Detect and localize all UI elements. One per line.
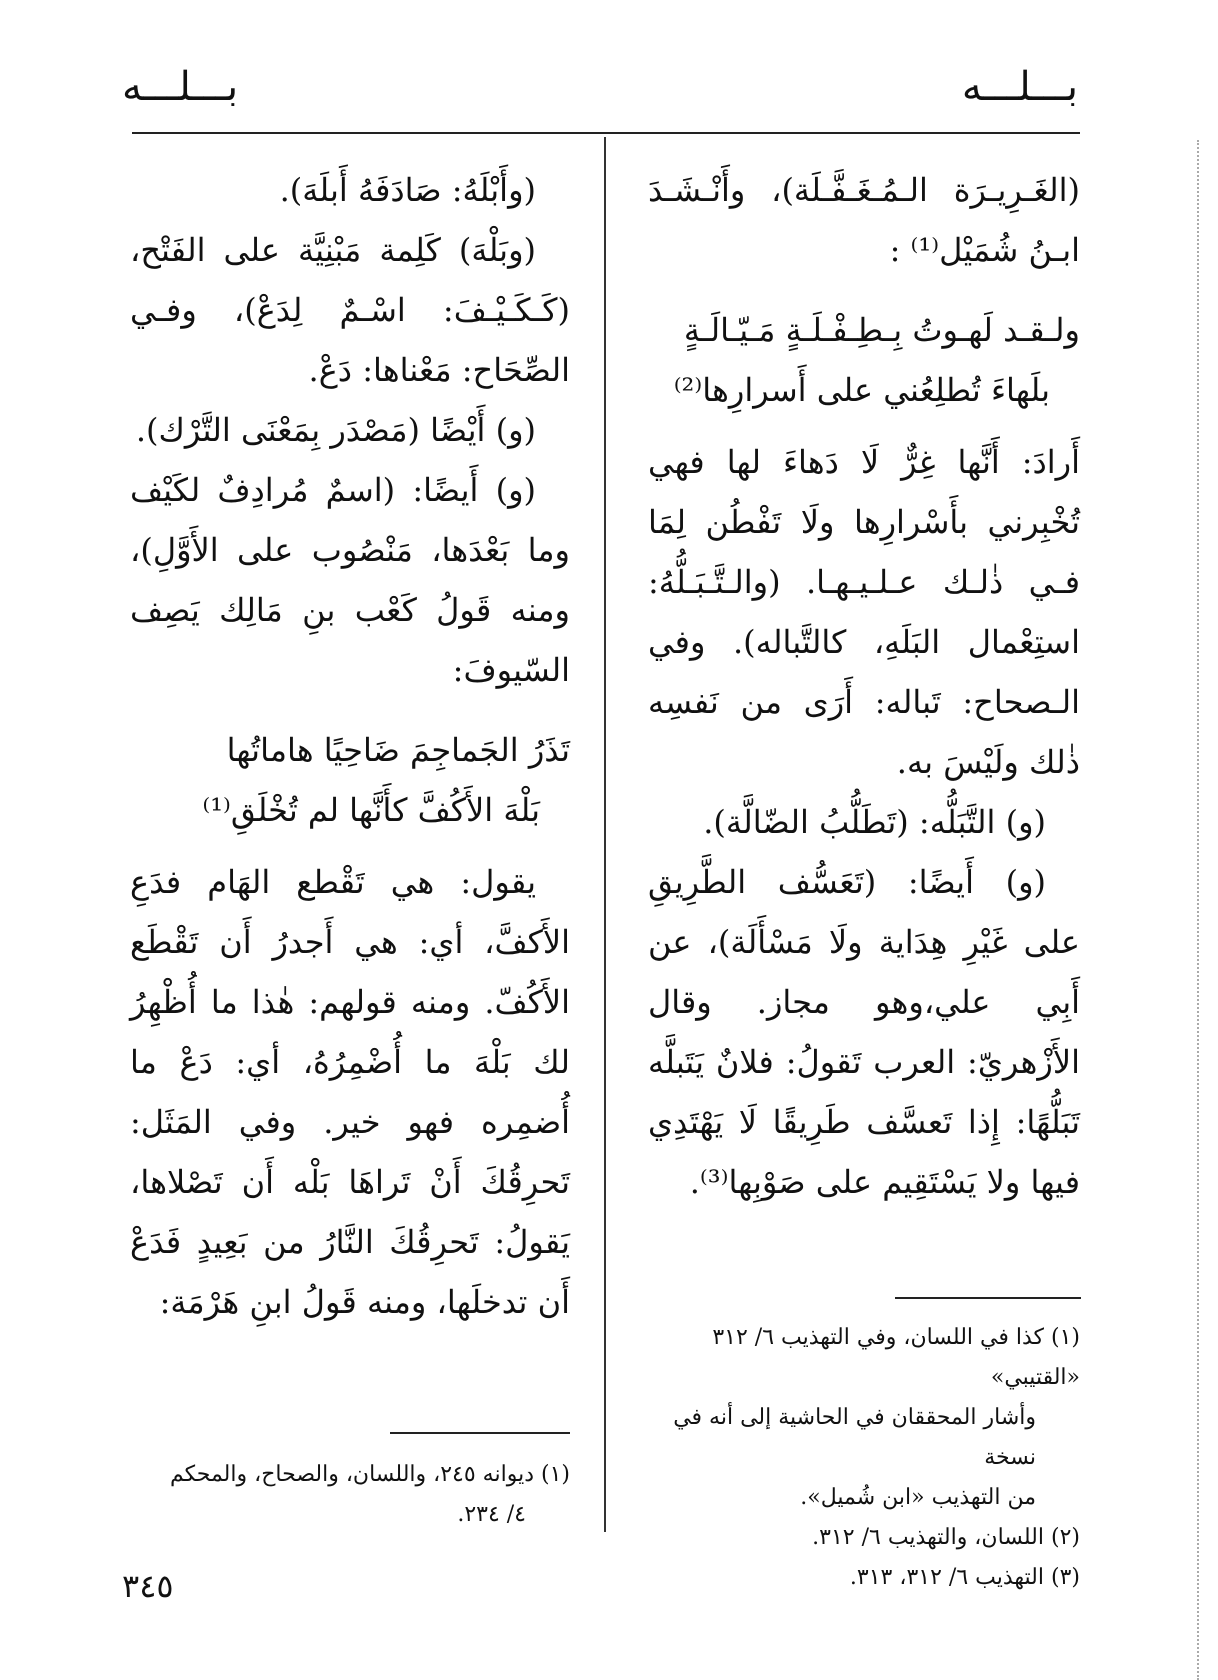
verse-line: تَذَرُ الجَماجِمَ ضَاحِيًا هاماتُها: [226, 731, 570, 769]
paragraph: يقول: هي تَقْطع الهَام فدَعِ الأَكفَّ، أي: هي أَجدرُ أَن تَقْطَع الأَكُفّ. ومنه قولهم: هٰذا ما أُظْهِرُ لك بَلْهَ ما أُضْمِرُهُ، أي: دَعْ ما أُضمِره فهو خير. وفي المَثَل: تَحرِقُكَ أَنْ تَراهَا بَلْه أَن تَصْلاها، يَقولُ: تَحرِقُكَ النَّارُ من بَعِيدٍ فَدَعْ أَن تدخلَها، ومنه قَولُ ابنِ هَرْمَة:: [130, 863, 570, 1321]
verse: [130, 720, 570, 840]
footnotes-left: [130, 1455, 570, 1535]
running-header-left: بـــلـــه: [122, 64, 239, 110]
running-header-right: بـــلـــه: [961, 64, 1078, 110]
verse: [648, 300, 1080, 420]
paragraph: (وأَبْلَهُ: صَادَفَهُ أَبلَهَ).: [279, 171, 536, 209]
right-column: [648, 160, 1080, 1212]
paragraph: (الغَـرِيـرَة الـمُـغَـفَّـلَة)، وأَنْـشَـدَ ابـنُ شُمَيْل⁽¹⁾ :: [648, 171, 1080, 269]
page-number: ٣٤٥: [122, 1567, 174, 1605]
paragraph: (و) التَّبَلُّه: (تَطَلُّبُ الضّالَّة).: [703, 803, 1046, 841]
header-rule: [132, 132, 1080, 134]
footnote: (١) كذا في اللسان، وفي التهذيب ٦/ ٣١٢ «القتيبي»: [712, 1325, 1080, 1390]
footnote: (٣) التهذيب ٦/ ٣١٢، ٣١٣.: [849, 1565, 1080, 1590]
verse-line: ولـقـد لَهـوتُ بِـطِـفْـلَـةٍ مَـيّـالَـةٍ: [683, 311, 1080, 349]
footnote: (٢) اللسان، والتهذيب ٦/ ٣١٢.: [812, 1525, 1080, 1550]
scan-edge-dots: [1197, 140, 1199, 1680]
footnote-continuation: ٤/ ٢٣٤.: [457, 1502, 526, 1527]
footnote: (١) ديوانه ٢٤٥، واللسان، والصحاح، والمحكم: [169, 1462, 570, 1487]
paragraph: أَرادَ: أَنَّها غِرٌّ لَا دَهاءَ لها فهي تُخْبِرني بأَسْرارِها ولَا تَفْطُن لِمَا فـي ذٰلـك عـلـيـهـا. (والـتَّـبَـلُّهُ: استِعْمال البَلَهِ، كالتَّباله). وفي الـصحاح: تَباله: أَرَى من نَفسِه ذٰلك ولَيْسَ به.: [648, 443, 1080, 781]
column-divider: [604, 137, 606, 1532]
paragraph: (و) أَيْضًا (مَصْدَر بِمَعْنَى التَّرْك).: [135, 411, 536, 449]
footnote-rule-right: [895, 1297, 1081, 1299]
footnote-rule-left: [390, 1432, 570, 1434]
footnote-continuation: وأشار المحققان في الحاشية إلى أنه في نسخة: [673, 1405, 1036, 1470]
paragraph: (وبَلْهَ) كَلِمة مَبْنِيَّة على الفَتْح، (كَـكَـيْـفَ: اسْـمٌ لِدَعْ)، وفـي الصِّحَاح: مَعْناها: دَعْ.: [130, 231, 570, 389]
footnotes-right: [648, 1318, 1080, 1598]
paragraph: (و) أَيضًا: (اسمٌ مُرادِفٌ لكَيْف وما بَعْدَها، مَنْصُوب على الأَوَّلِ)، ومنه قَولُ كَعْب بنِ مَالِك يَصِف السّيوفَ:: [130, 471, 570, 689]
footnote-continuation: من التهذيب «ابن شُميل».: [800, 1485, 1036, 1510]
paragraph: (و) أَيضًا: (تَعَسُّف الطَّرِيقِ على غَيْرِ هِدَاية ولَا مَسْأَلَة)، عن أَبِي علي،وهو مجاز. وقال الأَزْهريّ: العرب تَقولُ: فلانٌ يَتَبلَّه تَبَلُّهًا: إِذا تَعسَّف طَرِيقًا لَا يَهْتَدِي فيها ولا يَسْتَقِيم على صَوْبِها⁽³⁾.: [648, 863, 1080, 1201]
left-column: [130, 160, 570, 1332]
verse-line: بلَهاءَ تُطلِعُني على أَسرارِها⁽²⁾: [673, 371, 1050, 409]
verse-line: بَلْهَ الأَكُفَّ كأَنَّها لم تُخْلَقِ⁽¹⁾: [202, 791, 540, 829]
